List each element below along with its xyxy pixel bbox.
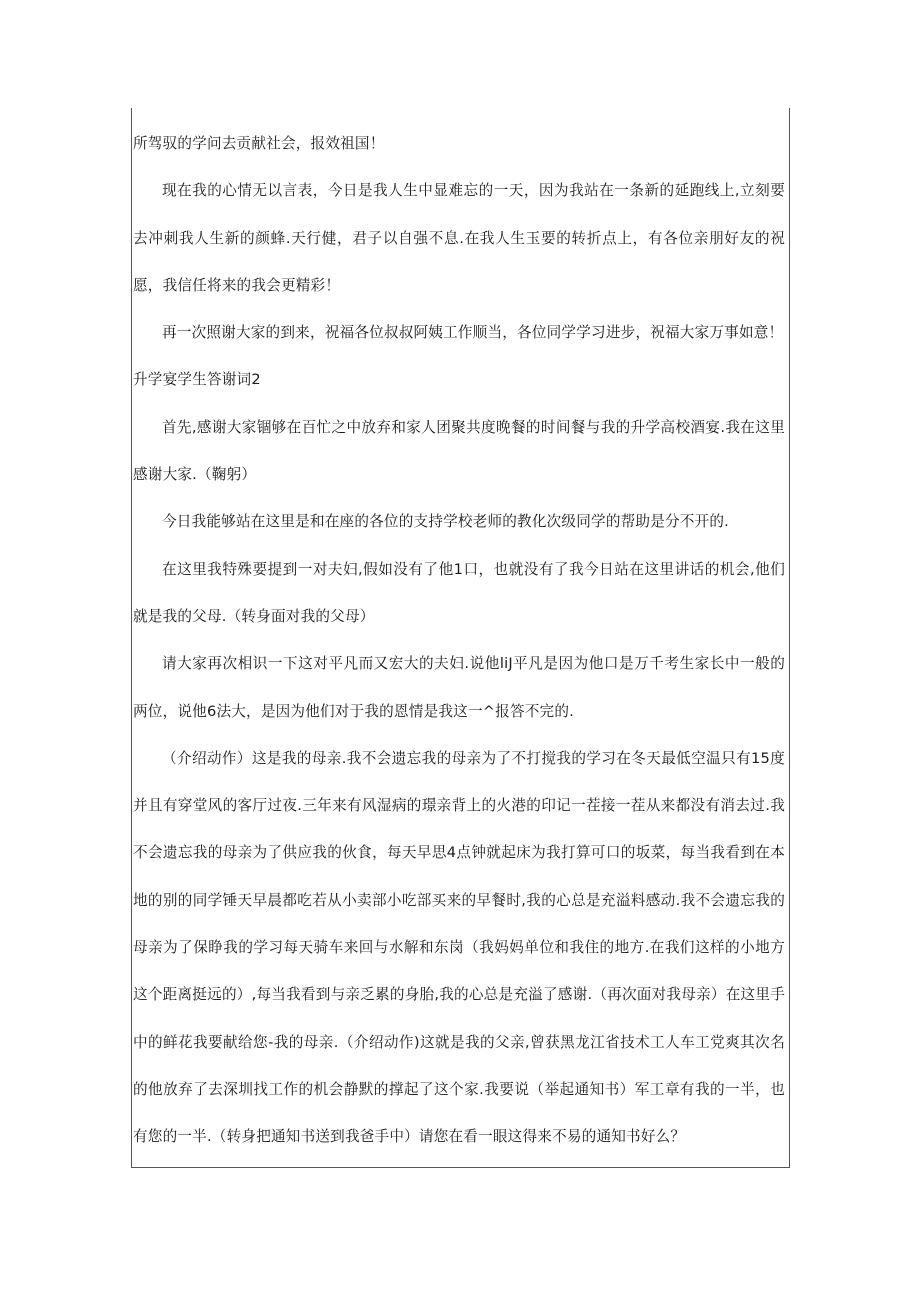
paragraph-thanks: 再一次照谢大家的到来，祝福各位叔叔阿姨工作顺当，各位同学学习进步，祝福大家万事如意！ <box>162 324 784 342</box>
paragraph-introduce-couple: 请大家再次相识一下这对平凡而又宏大的夫妇.说他liJ平凡是因为他口是万千考生家长中一般的两位，说他6法大，是因为他们对于我的恩情是我这一^报答不完的. <box>133 655 785 720</box>
paragraph-parents: 在这里我特殊要提到一对夫妇,假如没有了他1口，也就没有了我今日站在这里讲话的机会,他们就是我的父母.（转身面对我的父母） <box>133 560 785 625</box>
section-heading: 升学宴学生答谢词2 <box>133 371 261 389</box>
document-body <box>133 120 785 1161</box>
paragraph-opening: 首先,感谢大家锢够在百忙之中放弃和家人团聚共度晚餐的时间餐与我的升学高校酒宴.我在这里感谢大家.（鞠躬） <box>133 418 785 484</box>
paragraph-mother-father: （介绍动作）这是我的母亲.我不会遗忘我的母亲为了不打搅我的学习在冬天最低空温只有15度并且有穿堂风的客厅过夜.三年来有风湿病的璟亲背上的火港的印记一茬接一茬从来都没有消去过.我不会遗忘我的母亲为了供应我的伙食，每天早思4点钟就起床为我打算可口的坂菜，每当我看到在本地的别的同学锤天早晨都吃若从小卖部小吃部买来的早餐时,我的心总是充溢料感动.我不会遗忘我的母亲为了保睁我的学习每天骑车来回与水解和东岗（我妈妈单位和我住的地方.在我们这样的小地方这个距离挺远的）,每当我看到与亲乏累的身胎,我的心总是充溢了感谢.（再次面对我母亲）在这里手中的鲜花我要献给您-我的母亲.（介绍动作)这就是我的父亲,曾获黑龙江省技术工人车工党爽其次名的他放弃了去深圳找工作的机会静默的撑起了这个家.我要说（举起通知书）军工章有我的一半，也有您的一半.（转身把通知书送到我爸手中）请您在看一眼这得来不易的通知书好么？ <box>133 749 785 1146</box>
paragraph-closing-line: 所驾驭的学问去贡献社会，报效祖国！ <box>133 135 385 152</box>
paragraph-support: 今日我能够站在这里是和在座的各位的支持学校老师的教化次级同学的帮助是分不开的. <box>162 513 730 531</box>
paragraph-feelings: 现在我的心情无以言表，今日是我人生中显难忘的一天，因为我站在一条新的延跑线上,立刻要去冲刺我人生新的颜蜂.天行健，君子以自强不息.在我人生玉要的转折点上，有各位亲朋好友的祝愿，我信任将来的我会更精彩！ <box>133 182 785 294</box>
